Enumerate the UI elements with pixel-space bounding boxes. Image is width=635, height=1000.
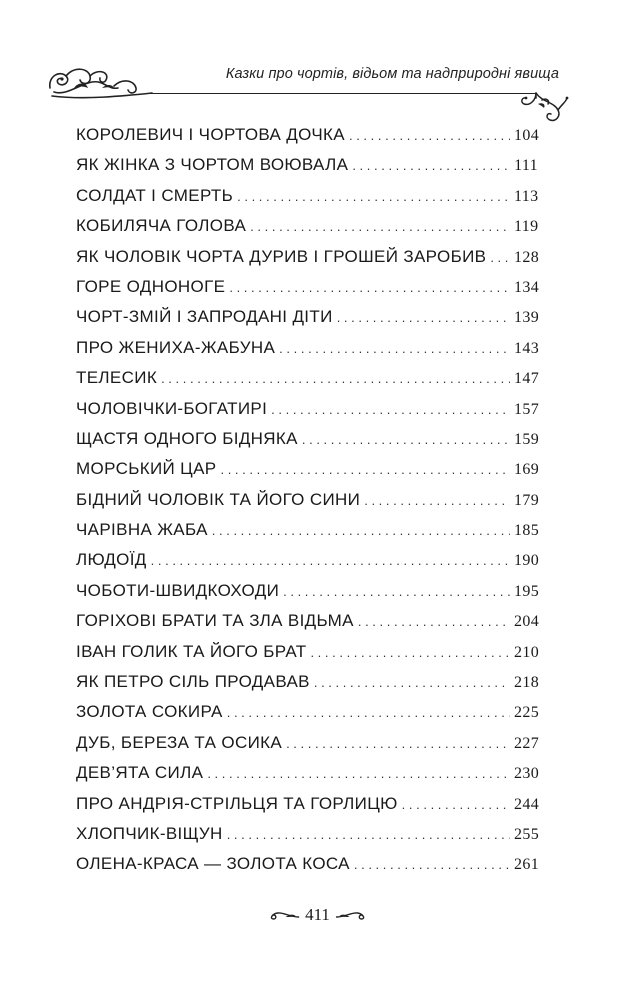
toc-entry-page: 169	[514, 461, 540, 479]
header-corner-ornament-icon	[520, 90, 570, 130]
toc-entry	[76, 854, 538, 884]
toc-entry-page: 104	[514, 127, 540, 144]
toc-entry	[76, 125, 538, 155]
toc-entry-page: 225	[514, 704, 540, 722]
toc-entry-page: 147	[514, 370, 540, 388]
toc-entry-title: МОРСЬКИЙ ЦАР	[76, 459, 217, 479]
toc-entry	[76, 550, 538, 580]
toc-entry-page: 179	[514, 491, 540, 509]
toc-entry-page: 157	[514, 400, 540, 418]
page-header	[0, 0, 635, 140]
toc-entry-title: ДУБ, БЕРЕЗА ТА ОСИКА	[76, 732, 283, 752]
toc-dot-leader	[349, 128, 510, 143]
toc-entry	[76, 581, 538, 611]
toc-entry-title: ЯК ПЕТРО СІЛЬ ПРОДАВАВ	[76, 672, 310, 692]
toc-entry-page: 128	[514, 248, 540, 266]
toc-entry	[76, 763, 538, 793]
toc-entry	[76, 307, 538, 337]
toc-entry	[76, 216, 538, 246]
toc-entry	[76, 490, 538, 520]
toc-entry-page: 195	[514, 582, 540, 600]
toc-entry-title: КОРОЛЕВИЧ І ЧОРТОВА ДОЧКА	[76, 125, 345, 144]
toc-entry-title: БІДНИЙ ЧОЛОВІК ТА ЙОГО СИНИ	[76, 489, 361, 509]
toc-entry	[76, 672, 538, 702]
toc-entry-title: ОЛЕНА-КРАСА — ЗОЛОТА КОСА	[76, 854, 350, 874]
page-footer	[0, 905, 635, 935]
toc-dot-leader	[354, 857, 510, 872]
toc-entry-page: 143	[514, 339, 540, 357]
toc-entry	[76, 429, 538, 459]
toc-entry	[76, 459, 538, 489]
toc-entry-page: 119	[514, 218, 539, 236]
toc-entry-title: ХЛОПЧИК-ВІЩУН	[76, 823, 223, 843]
page-number: 411	[305, 905, 330, 924]
toc-entry-title: ДЕВ’ЯТА СИЛА	[76, 763, 204, 783]
toc-dot-leader	[227, 705, 510, 720]
toc-dot-leader	[402, 797, 510, 812]
toc-entry-title: КОБИЛЯЧА ГОЛОВА	[76, 216, 247, 236]
toc-entry-title: ГОРІХОВІ БРАТИ ТА ЗЛА ВІДЬМА	[76, 611, 354, 631]
toc-entry-page: 244	[514, 795, 540, 813]
toc-entry-title: ЧОЛОВІЧКИ-БОГАТИРІ	[76, 398, 268, 418]
toc-entry-page: 230	[514, 765, 540, 783]
toc-entry-title: ЧАРІВНА ЖАБА	[76, 520, 208, 540]
toc-dot-leader	[352, 158, 510, 173]
toc-entry	[76, 186, 538, 216]
toc-entry-title: ІВАН ГОЛИК ТА ЙОГО БРАТ	[76, 641, 307, 661]
toc-entry-title: ЯК ЖІНКА З ЧОРТОМ ВОЮВАЛА	[76, 155, 349, 175]
header-scroll-ornament-icon	[44, 62, 154, 102]
footer-swirl-left-icon	[265, 908, 299, 922]
toc-entry-title: ЧОБОТИ-ШВИДКОХОДИ	[76, 580, 280, 600]
toc-dot-leader	[337, 310, 510, 325]
toc-entry-page: 210	[514, 643, 540, 661]
toc-dot-leader	[212, 523, 510, 538]
toc-dot-leader	[271, 402, 510, 417]
toc-entry-page: 255	[514, 825, 540, 843]
toc-entry-title: ЛЮДОЇД	[76, 550, 147, 570]
toc-entry-title: ЯК ЧОЛОВІК ЧОРТА ДУРИВ І ГРОШЕЙ ЗАРОБИВ	[76, 246, 487, 266]
toc-entry	[76, 247, 538, 277]
toc-dot-leader	[286, 736, 510, 751]
toc-dot-leader	[314, 675, 510, 690]
toc-entry	[76, 794, 538, 824]
toc-entry-page: 139	[514, 309, 540, 327]
toc-entry-title: ТЕЛЕСИК	[76, 368, 158, 388]
footer-page-group	[265, 905, 370, 925]
toc-entry-page: 113	[514, 187, 539, 205]
toc-dot-leader	[151, 553, 510, 568]
footer-swirl-right-icon	[336, 908, 370, 922]
toc-entry	[76, 520, 538, 550]
toc-entry-title: ЩАСТЯ ОДНОГО БІДНЯКА	[76, 428, 298, 448]
toc-entry-page: 134	[514, 278, 540, 296]
toc-entry-page: 227	[514, 734, 540, 752]
toc-dot-leader	[279, 341, 510, 356]
running-title: Казки про чортів, відьом та надприродні явища	[225, 66, 559, 82]
toc-dot-leader	[302, 432, 510, 447]
toc-entry	[76, 702, 538, 732]
header-rule	[150, 93, 536, 94]
toc-dot-leader	[310, 645, 510, 660]
toc-dot-leader	[237, 189, 510, 204]
toc-dot-leader	[207, 766, 510, 781]
toc-entry-page: 185	[514, 522, 540, 540]
toc-dot-leader	[364, 493, 510, 508]
toc-entry	[76, 611, 538, 641]
toc-entry-page: 261	[514, 856, 540, 874]
toc-dot-leader	[220, 462, 510, 477]
toc-entry	[76, 733, 538, 763]
toc-dot-leader	[358, 614, 510, 629]
toc-entry	[76, 642, 538, 672]
toc-entry-title: ЗОЛОТА СОКИРА	[76, 702, 223, 722]
toc-entry-title: ПРО АНДРІЯ-СТРІЛЬЦЯ ТА ГОРЛИЦЮ	[76, 793, 398, 813]
toc-entry	[76, 399, 538, 429]
toc-dot-leader	[227, 827, 510, 842]
toc-entry-title: ПРО ЖЕНИХА-ЖАБУНА	[76, 337, 276, 357]
toc-entry-title: ЧОРТ-ЗМІЙ І ЗАПРОДАНІ ДІТИ	[76, 307, 333, 327]
toc-entry-page: 190	[514, 552, 540, 570]
toc-entry-title: СОЛДАТ І СМЕРТЬ	[76, 185, 234, 205]
table-of-contents	[76, 125, 538, 885]
toc-dot-leader	[229, 280, 510, 295]
toc-entry-page: 159	[514, 430, 540, 448]
toc-entry	[76, 277, 538, 307]
toc-dot-leader	[283, 584, 510, 599]
toc-dot-leader	[490, 250, 510, 265]
toc-entry-title: ГОРЕ ОДНОНОГЕ	[76, 276, 226, 296]
toc-dot-leader	[161, 371, 510, 386]
toc-entry	[76, 155, 538, 185]
toc-entry	[76, 338, 538, 368]
toc-entry-page: 204	[514, 613, 540, 631]
toc-entry-page: 111	[514, 157, 538, 175]
toc-entry-page: 218	[514, 674, 540, 692]
toc-entry	[76, 368, 538, 398]
toc-dot-leader	[250, 219, 510, 234]
toc-entry	[76, 824, 538, 854]
